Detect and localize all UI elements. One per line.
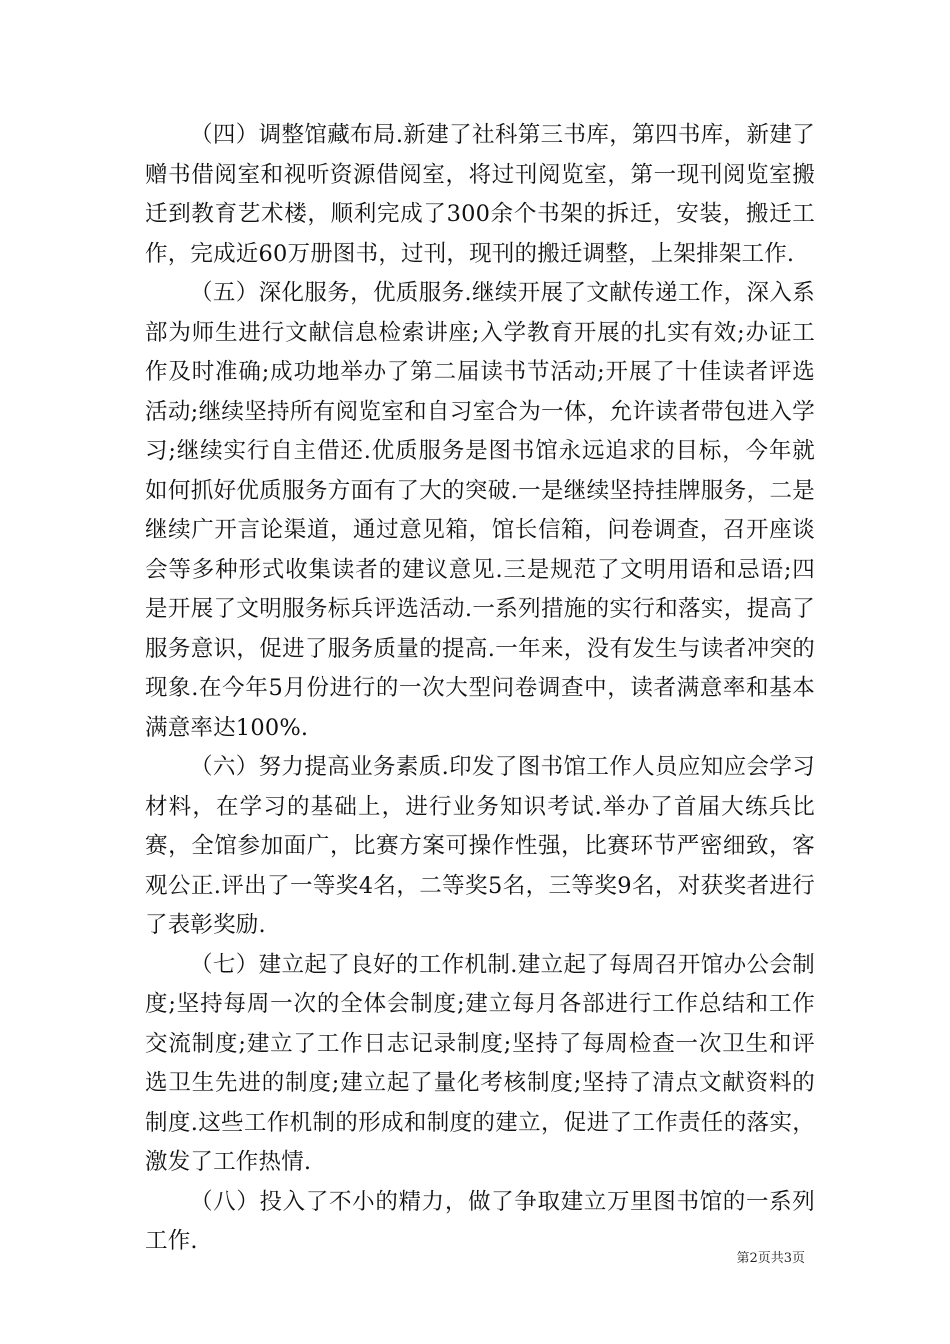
paragraph-six: （六）努力提高业务素质.印发了图书馆工作人员应知应会学习材料，在学习的基础上，进行业务知识考试.举办了首届大练兵比赛，全馆参加面广，比赛方案可操作性强，比赛环节严密细致，客观公正.评出了一等奖4名，二等奖5名，三等奖9名，对获奖者进行了表彰奖励. bbox=[145, 754, 815, 938]
paragraph-seven: （七）建立起了良好的工作机制.建立起了每周召开馆办公会制度;坚持每周一次的全体会制度;建立每月各部进行工作总结和工作交流制度;建立了工作日志记录制度;坚持了每周检查一次卫生和评选卫生先进的制度;建立起了量化考核制度;坚持了清点文献资料的制度.这些工作机制的形成和制度的建立，促进了工作责任的落实，激发了工作热情. bbox=[145, 951, 815, 1175]
paragraph-five: （五）深化服务，优质服务.继续开展了文献传递工作，深入系部为师生进行文献信息检索讲座;入学教育开展的扎实有效;办证工作及时准确;成功地举办了第二届读书节活动;开展了十佳读者评选活动;继续坚持所有阅览室和自习室合为一体，允许读者带包进入学习;继续实行自主借还.优质服务是图书馆永远追求的目标，今年就如何抓好优质服务方面有了大的突破.一是继续坚持挂牌服务，二是继续广开言论渠道，通过意见箱，馆长信箱，问卷调查，召开座谈会等多种形式收集读者的建议意见.三是规范了文明用语和忌语;四是开展了文明服务标兵评选活动.一系列措施的实行和落实，提高了服务意识，促进了服务质量的提高.一年来，没有发生与读者冲突的现象.在今年5月份进行的一次大型问卷调查中，读者满意率和基本满意率达100%. bbox=[145, 280, 815, 741]
document-body bbox=[145, 116, 815, 1262]
page-number: 第2页共3页 bbox=[736, 1251, 805, 1266]
paragraph-eight: （八）投入了不小的精力，做了争取建立万里图书馆的一系列工作. bbox=[145, 1188, 815, 1254]
paragraph-four: （四）调整馆藏布局.新建了社科第三书库，第四书库，新建了赠书借阅室和视听资源借阅室，将过刊阅览室，第一现刊阅览室搬迁到教育艺术楼，顺利完成了300余个书架的拆迁，安装，搬迁工作，完成近60万册图书，过刊，现刊的搬迁调整，上架排架工作. bbox=[145, 122, 815, 267]
